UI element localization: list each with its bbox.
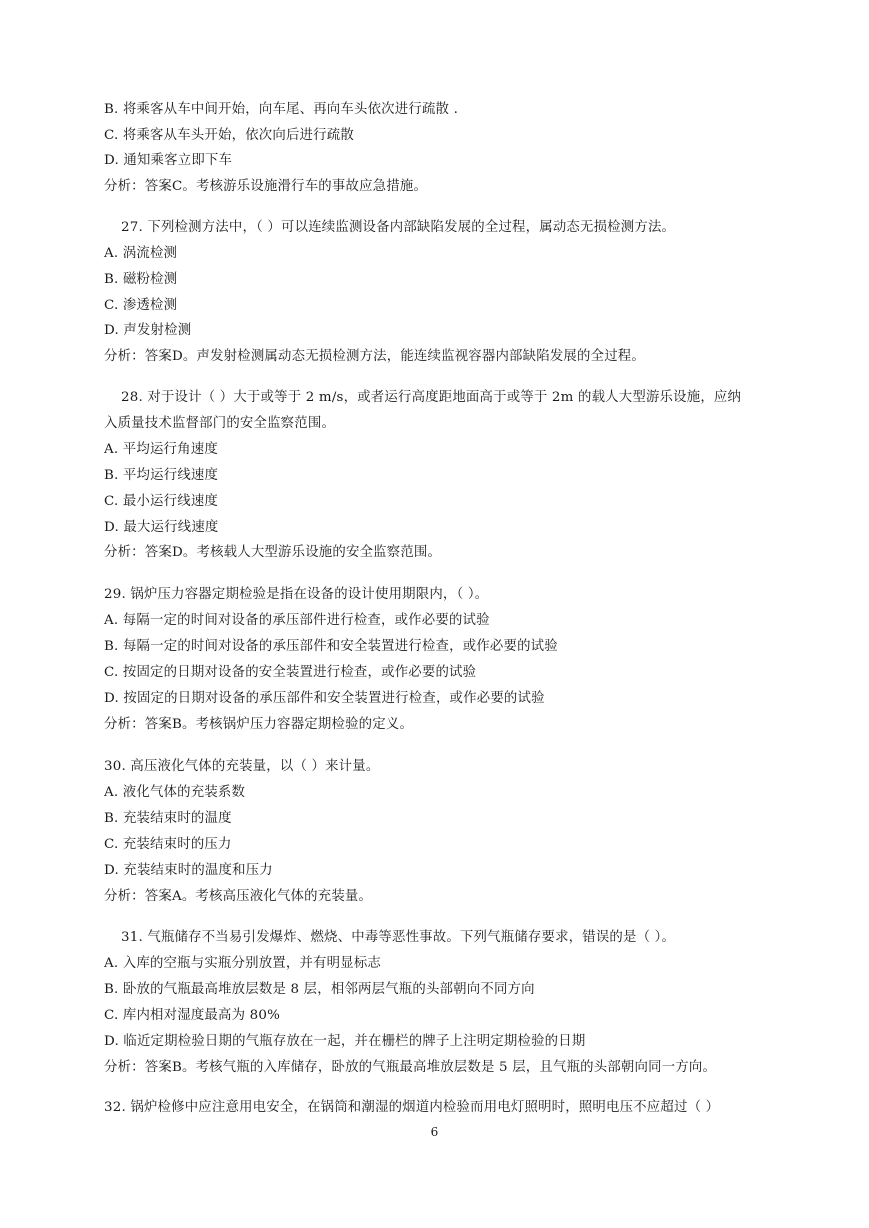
option-b-line: B. 卧放的气瓶最高堆放层数是 8 层，相邻两层气瓶的头部朝向不同方向 [104,982,535,997]
option-b-line: B. 平均运行线速度 [104,468,219,483]
option-a-line: A. 涡流检测 [104,246,178,261]
option-a-line: A. 每隔一定的时间对设备的承压部件进行检查，或作必要的试验 [104,613,490,628]
option-d-line: D. 临近定期检验日期的气瓶存放在一起，并在栅栏的牌子上注明定期检验的日期 [104,1034,586,1049]
option-d-line: D. 充装结束时的温度和压力 [104,863,273,878]
analysis-line: 分析：答案B。考核气瓶的入库储存，卧放的气瓶最高堆放层数是 5 层，且气瓶的头部朝向同一方向。 [104,1060,717,1075]
question-28: 28. 对于设计（ ）大于或等于 2 m/s，或者运行高度距地面高于或等于 2m 的载人大型游乐设施，应纳 [121,390,742,405]
option-d-line: D. 最大运行线速度 [104,520,219,535]
option-c-line: C. 库内相对湿度最高为 80% [104,1008,281,1023]
option-a-line: A. 液化气体的充装系数 [104,785,246,800]
question-27: 27. 下列检测方法中，（ ）可以连续监测设备内部缺陷发展的全过程，属动态无损检测方法。 [121,220,676,235]
question-30: 30. 高压液化气体的充装量，以（ ）来计量。 [104,759,380,774]
analysis-line: 分析：答案C。考核游乐设施滑行车的事故应急措施。 [104,179,428,194]
question-28-continuation: 入质量技术监督部门的安全监察范围。 [104,416,336,431]
analysis-line: 分析：答案D。声发射检测属动态无损检测方法，能连续监视容器内部缺陷发展的全过程。 [104,349,645,364]
option-b-line: B. 每隔一定的时间对设备的承压部件和安全装置进行检查，或作必要的试验 [104,639,558,654]
option-a-line: A. 入库的空瓶与实瓶分别放置，并有明显标志 [104,956,382,971]
question-29: 29. 锅炉压力容器定期检验是指在设备的设计使用期限内，（ ）。 [104,587,489,602]
option-c-line: C. 充装结束时的压力 [104,837,232,852]
question-31: 31. 气瓶储存不当易引发爆炸、燃烧、中毒等恶性事故。下列气瓶储存要求，错误的是（ ）。 [121,930,676,945]
page-number: 6 [430,1125,439,1139]
option-c-line: C. 最小运行线速度 [104,494,219,509]
option-b-line: B. 将乘客从车中间开始，向车尾、再向车头依次进行疏散 . [104,102,459,117]
option-b-line: B. 充装结束时的温度 [104,811,232,826]
analysis-line: 分析：答案B。考核锅炉压力容器定期检验的定义。 [104,717,414,732]
option-c-line: C. 按固定的日期对设备的安全装置进行检查，或作必要的试验 [104,665,477,680]
analysis-line: 分析：答案D。考核载人大型游乐设施的安全监察范围。 [104,545,442,560]
option-a-line: A. 平均运行角速度 [104,442,218,457]
question-32: 32. 锅炉检修中应注意用电安全，在锅筒和潮湿的烟道内检验而用电灯照明时，照明电压不应超过（ ） [104,1100,720,1115]
option-c-line: C. 渗透检测 [104,298,178,313]
option-d-line: D. 声发射检测 [104,323,192,338]
analysis-line: 分析：答案A。考核高压液化气体的充装量。 [104,889,373,904]
option-c-line: C. 将乘客从车头开始，依次向后进行疏散 [104,128,354,143]
option-d-line: D. 通知乘客立即下车 [104,153,233,168]
option-b-line: B. 磁粉检测 [104,272,178,287]
option-d-line: D. 按固定的日期对设备的承压部件和安全装置进行检查，或作必要的试验 [104,691,545,706]
